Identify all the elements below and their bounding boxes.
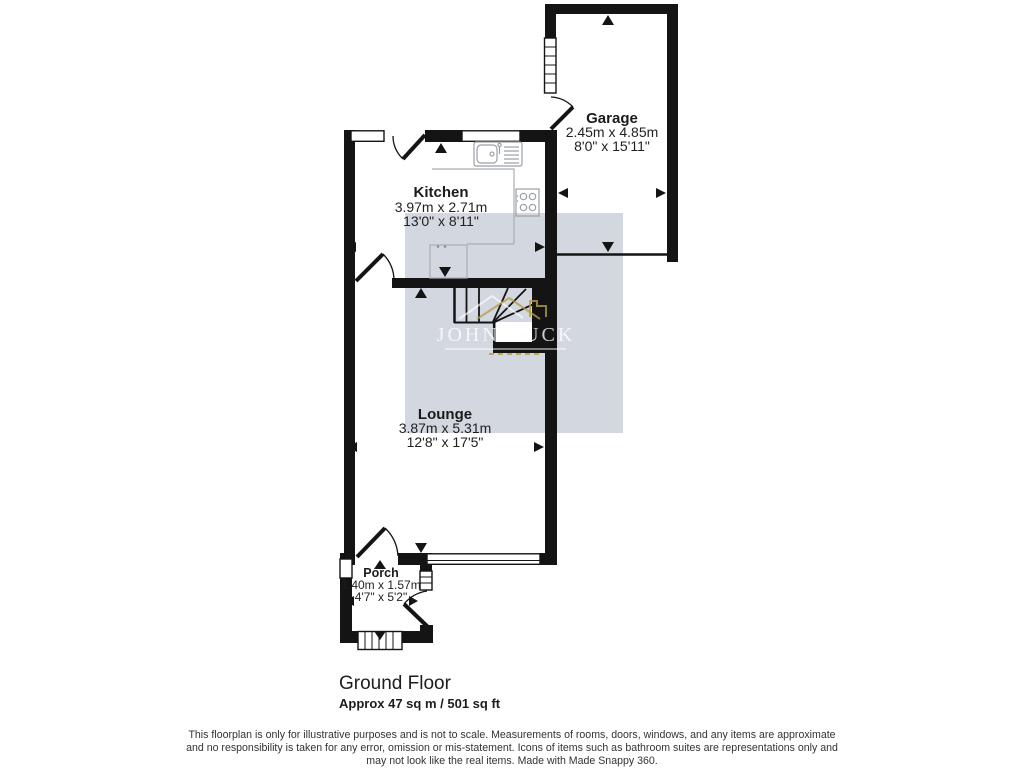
porch-metric: 1.40m x 1.57m (341, 578, 421, 592)
porch-label: Porch (363, 566, 399, 580)
sink-icon (474, 142, 522, 166)
lounge-bottom-wall-corner (540, 553, 557, 565)
kitchen-metric: 3.97m x 2.71m (394, 199, 488, 215)
garage-imperial: 8'0" x 15'11" (574, 138, 650, 154)
disclaimer-line-2: and no responsibility is taken for any error, omission or mis-statement. Icons of items such as bathroom suites are representations only and (186, 742, 838, 754)
floor-title: Ground Floor (339, 673, 451, 694)
lounge-label: Lounge (417, 406, 473, 423)
garage-top-wall (545, 4, 678, 14)
kitchen-imperial: 13'0" x 8'11" (403, 213, 479, 229)
lounge-window (427, 554, 540, 565)
appliance-knob (444, 245, 447, 248)
kitchen-label: Kitchen (413, 184, 469, 201)
hob-icon (516, 189, 539, 216)
lounge-arrow-down (415, 543, 427, 553)
lounge-imperial: 12'8" x 17'5" (406, 434, 484, 450)
lounge-metric: 3.87m x 5.31m (398, 420, 492, 436)
lounge-arrow-right (534, 442, 544, 452)
kitchen-top-wall-right (520, 130, 557, 142)
floor-area: Approx 47 sq m / 501 sq ft (339, 696, 501, 711)
porch-bottom-wall-right (402, 631, 433, 643)
kitchen-top-wall-mid (425, 130, 462, 142)
garage-arrow-right (656, 188, 666, 198)
porch-right-window (420, 571, 432, 590)
garage-left-wall-upper (545, 4, 556, 38)
kitchen-lounge-door (356, 254, 394, 281)
porch-imperial: 4'7" x 5'2" (354, 590, 408, 604)
kitchen-exterior-door (393, 135, 425, 159)
kitchen-window-left (351, 131, 384, 142)
garage-right-wall (667, 4, 678, 262)
garage-metric: 2.45m x 4.85m (565, 124, 659, 140)
lounge-porch-door (357, 528, 398, 557)
porch-left-window (340, 559, 352, 578)
house-left-wall (344, 130, 355, 565)
disclaimer-line-1: This floorplan is only for illustrative purposes and is not to scale. Measurements of rooms, doors, windows, and any items are approximate (188, 729, 836, 741)
kitchen-arrow-up (435, 143, 447, 153)
appliance-knob (437, 245, 440, 248)
disclaimer-line-3: may not look like the real items. Made with Made Snappy 360. (366, 755, 658, 767)
porch-arrow-right (409, 596, 418, 606)
garage-arrow-up (602, 15, 614, 25)
porch-bottom-wall-left (340, 631, 358, 643)
garage-label: Garage (586, 110, 638, 127)
garage-arrow-left (558, 188, 568, 198)
porch-entrance-door (404, 591, 429, 628)
kitchen-window-top (462, 131, 520, 142)
watermark-brand: JOHN BUCK (436, 324, 576, 346)
